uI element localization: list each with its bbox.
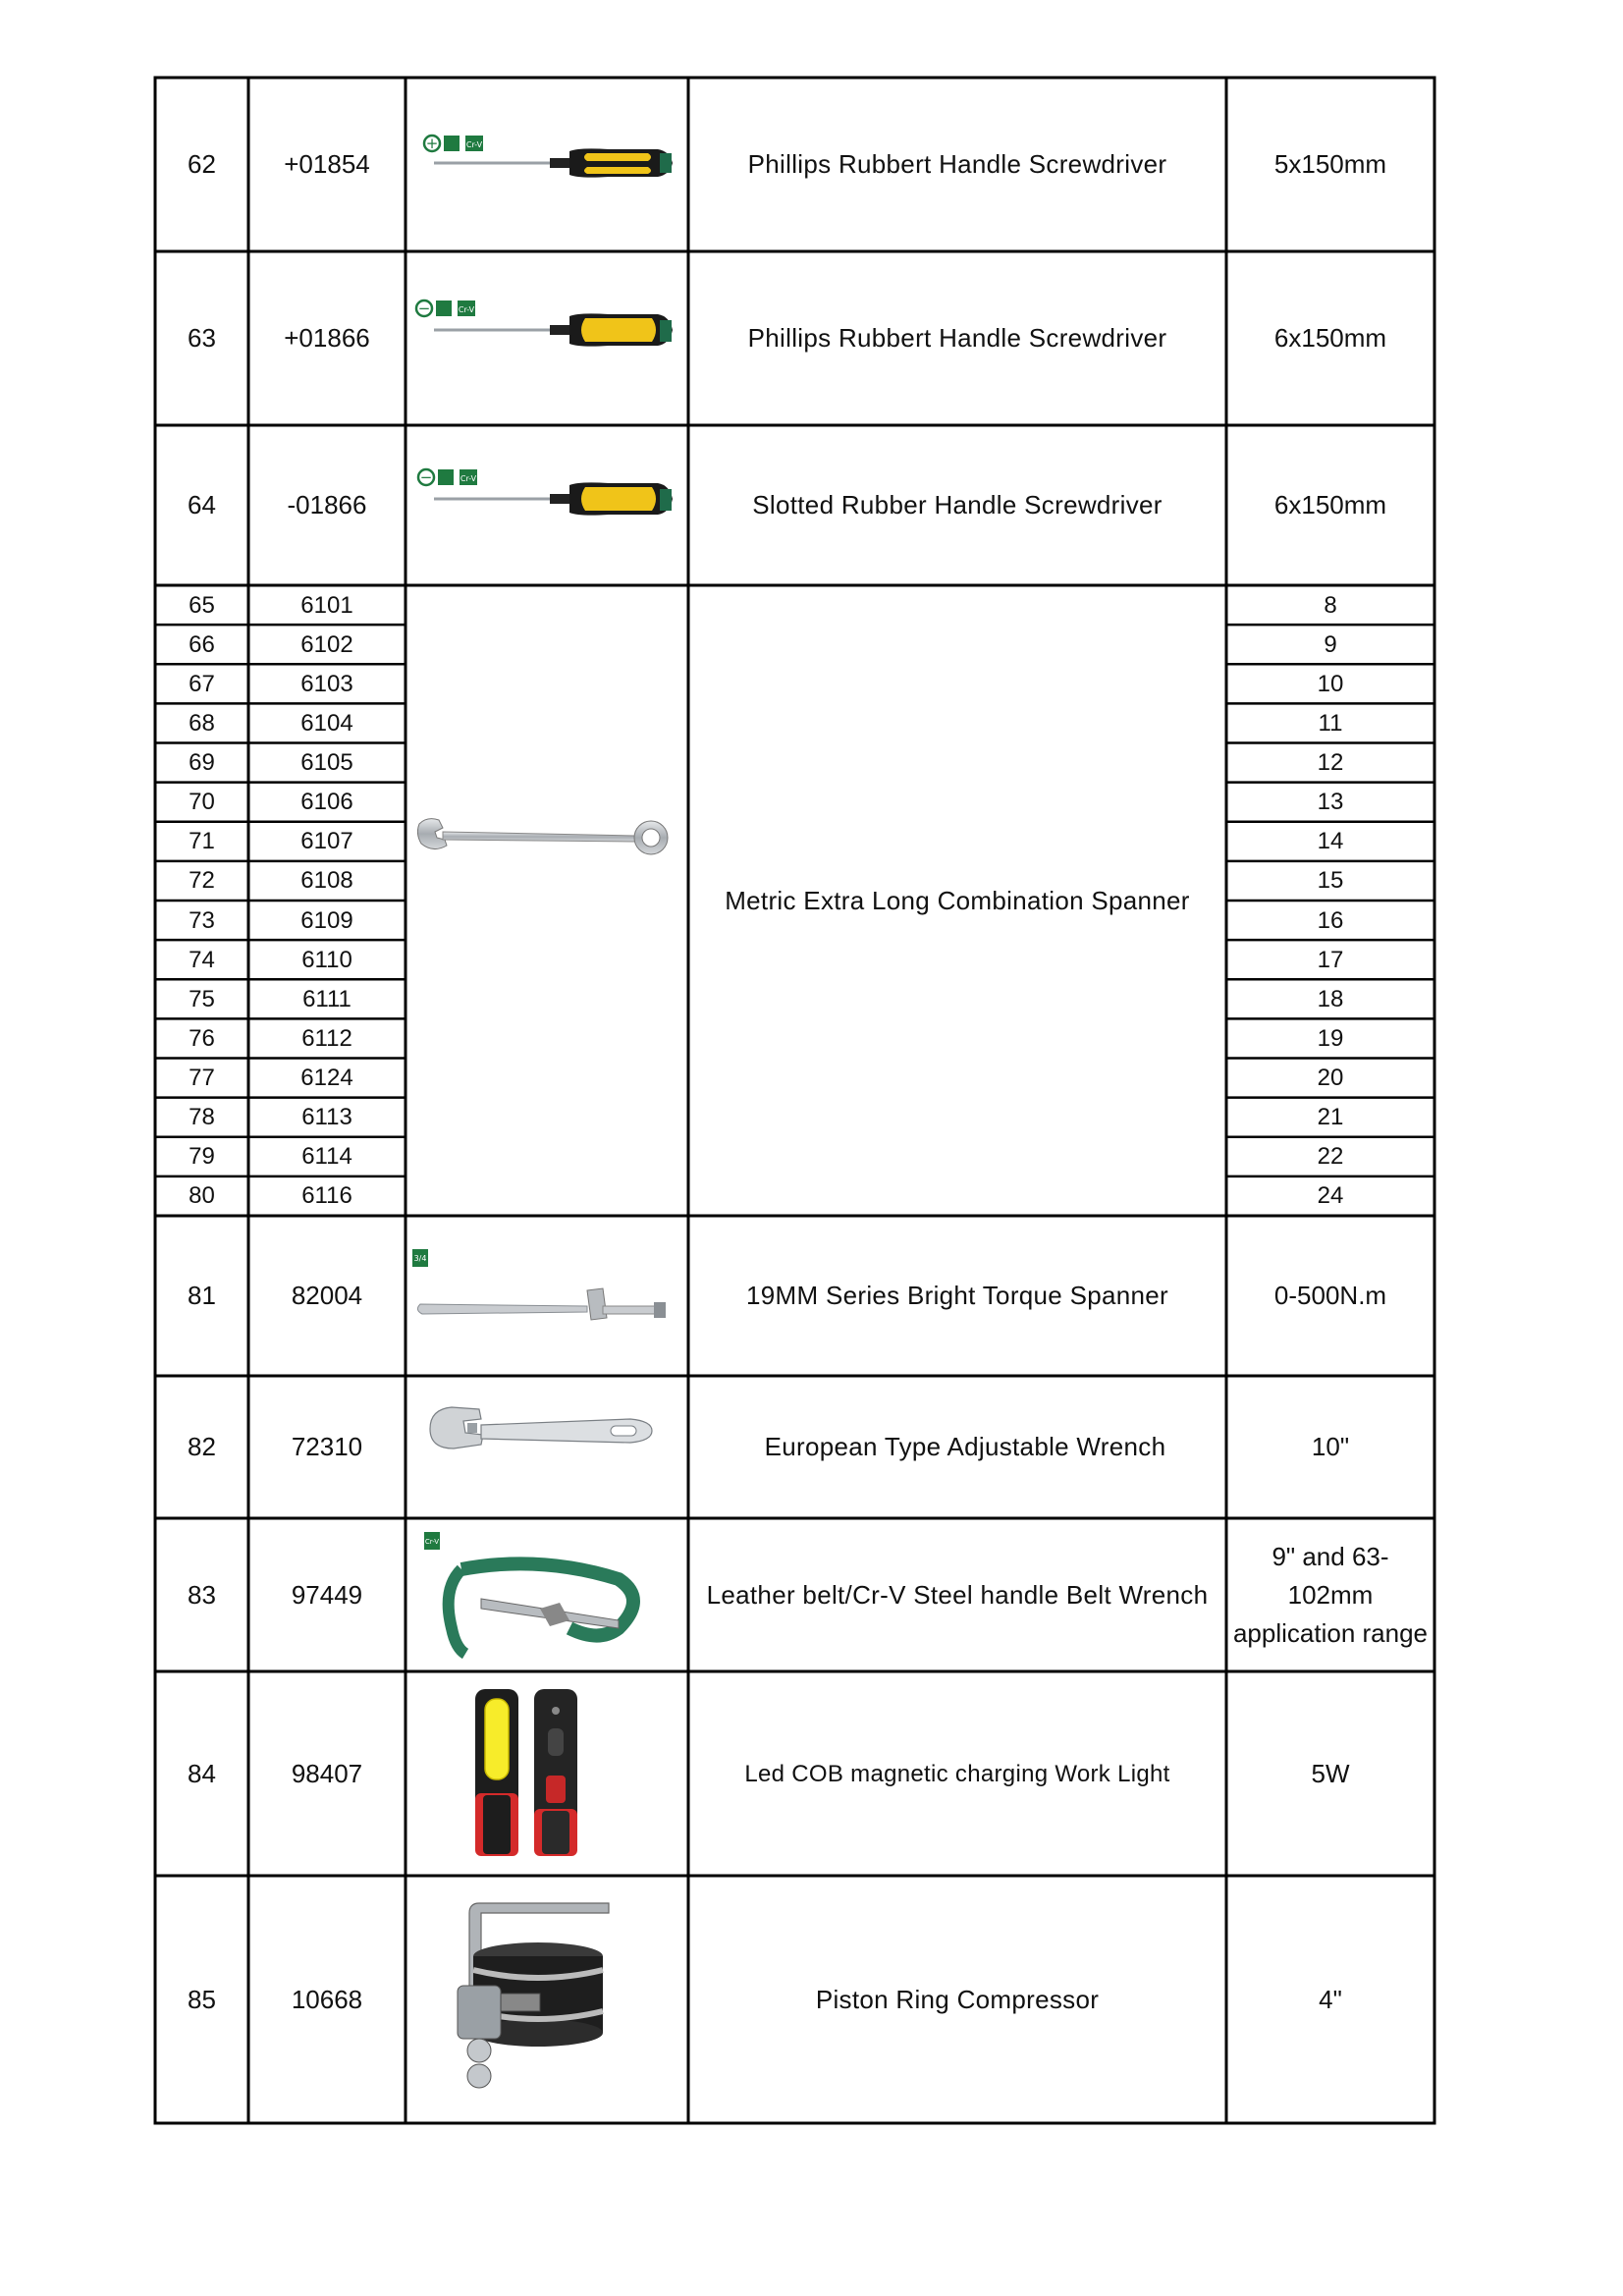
spanner-row-size: 19 bbox=[1317, 1024, 1344, 1052]
row-85-no: 85 bbox=[188, 1984, 216, 2014]
row-82-no: 82 bbox=[188, 1432, 216, 1461]
spanner-row-size: 21 bbox=[1317, 1104, 1344, 1131]
spanner-row-size: 11 bbox=[1318, 709, 1343, 737]
spanner-row-size: 16 bbox=[1317, 906, 1344, 934]
spanner-row-code: 6112 bbox=[301, 1024, 352, 1052]
row-85-spec: 4" bbox=[1319, 1984, 1342, 2014]
row-64-spec: 6x150mm bbox=[1273, 490, 1387, 519]
spanner-row-code: 6114 bbox=[301, 1143, 352, 1171]
spanner-row-size: 20 bbox=[1317, 1065, 1344, 1092]
spanner-row-no: 70 bbox=[189, 789, 215, 816]
spanner-row-code: 6103 bbox=[300, 670, 353, 697]
torque-spanner-icon bbox=[410, 1247, 671, 1336]
spanner-row-size: 24 bbox=[1317, 1182, 1344, 1210]
row-62-code: +01854 bbox=[284, 149, 370, 179]
spanner-row-code: 6124 bbox=[300, 1065, 353, 1092]
row-62-no: 62 bbox=[188, 149, 216, 179]
spanner-row-code: 6107 bbox=[300, 828, 353, 855]
spanner-row-no: 78 bbox=[189, 1104, 215, 1131]
row-81-desc: 19MM Series Bright Torque Spanner bbox=[746, 1281, 1168, 1310]
spanner-row-code: 6116 bbox=[301, 1182, 352, 1210]
spanner-row-no: 74 bbox=[189, 946, 215, 973]
spanner-row-size: 18 bbox=[1317, 985, 1344, 1012]
phillips-screwdriver-icon bbox=[412, 295, 677, 354]
row-83-code: 97449 bbox=[291, 1579, 363, 1610]
spanner-row-code: 6109 bbox=[300, 906, 353, 934]
row-84-spec: 5W bbox=[1311, 1758, 1350, 1788]
spanner-row-no: 79 bbox=[189, 1143, 215, 1171]
row-84-no: 84 bbox=[188, 1758, 216, 1788]
row-83-no: 83 bbox=[188, 1579, 216, 1610]
spanner-group-desc: Metric Extra Long Combination Spanner bbox=[725, 885, 1190, 915]
spanner-row-code: 6106 bbox=[300, 789, 353, 816]
work-light-icon bbox=[471, 1685, 584, 1860]
spanner-row-size: 9 bbox=[1324, 630, 1337, 658]
spanner-row-no: 76 bbox=[189, 1024, 215, 1052]
phillips-screwdriver-icon bbox=[412, 126, 677, 185]
spanner-row-code: 6108 bbox=[300, 867, 353, 895]
row-82-desc: European Type Adjustable Wrench bbox=[764, 1432, 1166, 1461]
spanner-row-no: 72 bbox=[189, 867, 215, 895]
row-81-spec: 0-500N.m bbox=[1273, 1281, 1387, 1310]
spanner-row-size: 22 bbox=[1317, 1143, 1344, 1171]
spanner-row-code: 6102 bbox=[300, 630, 353, 658]
minus-badge: − bbox=[419, 468, 433, 486]
row-84-code: 98407 bbox=[291, 1758, 363, 1788]
spanner-row-size: 17 bbox=[1317, 946, 1344, 973]
row-83-spec: 9" and 63-102mm application range bbox=[1232, 1541, 1429, 1648]
drive-badge: 3/4 bbox=[413, 1254, 427, 1263]
crv-badge: Cr-V bbox=[424, 1538, 440, 1546]
row-64-no: 64 bbox=[188, 490, 216, 519]
row-64-code: -01866 bbox=[287, 490, 367, 519]
adjustable-wrench-icon bbox=[424, 1399, 660, 1458]
spanner-row-no: 66 bbox=[189, 630, 215, 658]
spanner-row-size: 15 bbox=[1317, 867, 1344, 895]
minus-badge: − bbox=[417, 300, 431, 317]
belt-wrench-icon bbox=[422, 1530, 658, 1663]
row-81-code: 82004 bbox=[291, 1281, 363, 1310]
row-62-spec: 5x150mm bbox=[1273, 149, 1387, 179]
spanner-row-code: 6110 bbox=[301, 946, 352, 973]
spanner-row-size: 14 bbox=[1317, 828, 1344, 855]
row-82-spec: 10" bbox=[1311, 1432, 1350, 1461]
spanner-row-no: 80 bbox=[189, 1182, 215, 1210]
row-63-no: 63 bbox=[188, 323, 216, 353]
spanner-row-size: 12 bbox=[1317, 749, 1344, 777]
spanner-row-no: 71 bbox=[189, 828, 215, 855]
spanner-row-size: 13 bbox=[1317, 789, 1344, 816]
combination-spanner-icon bbox=[417, 810, 673, 859]
row-63-spec: 6x150mm bbox=[1273, 323, 1387, 353]
row-85-code: 10668 bbox=[291, 1984, 363, 2014]
spanner-row-size: 10 bbox=[1317, 670, 1344, 697]
piston-ring-compressor-icon bbox=[442, 1895, 619, 2102]
spanner-row-no: 77 bbox=[189, 1065, 215, 1092]
spanner-row-code: 6101 bbox=[300, 591, 353, 619]
row-82-code: 72310 bbox=[291, 1432, 363, 1461]
spanner-row-no: 68 bbox=[189, 709, 215, 737]
spanner-row-code: 6111 bbox=[302, 985, 352, 1012]
spanner-row-no: 65 bbox=[189, 591, 215, 619]
spanner-row-size: 8 bbox=[1324, 591, 1337, 619]
crv-badge: Cr-V bbox=[458, 305, 475, 314]
spanner-row-no: 69 bbox=[189, 749, 215, 777]
crv-badge: Cr-V bbox=[460, 474, 477, 483]
row-62-desc: Phillips Rubbert Handle Screwdriver bbox=[747, 149, 1167, 179]
crv-badge: Cr-V bbox=[465, 140, 483, 149]
row-84-desc: Led COB magnetic charging Work Light bbox=[744, 1760, 1170, 1787]
spanner-row-code: 6105 bbox=[300, 749, 353, 777]
spanner-row-no: 67 bbox=[189, 670, 215, 697]
row-63-code: +01866 bbox=[284, 323, 370, 353]
slotted-screwdriver-icon bbox=[412, 462, 677, 520]
row-83-desc: Leather belt/Cr-V Steel handle Belt Wrench bbox=[706, 1579, 1209, 1610]
row-81-no: 81 bbox=[188, 1281, 216, 1310]
spanner-row-code: 6113 bbox=[301, 1104, 352, 1131]
spanner-row-no: 75 bbox=[189, 985, 215, 1012]
row-85-desc: Piston Ring Compressor bbox=[815, 1984, 1100, 2014]
plus-badge: + bbox=[425, 135, 439, 152]
spanner-row-code: 6104 bbox=[300, 709, 353, 737]
row-63-desc: Phillips Rubbert Handle Screwdriver bbox=[747, 323, 1167, 353]
spanner-row-no: 73 bbox=[189, 906, 215, 934]
row-64-desc: Slotted Rubber Handle Screwdriver bbox=[752, 490, 1163, 519]
